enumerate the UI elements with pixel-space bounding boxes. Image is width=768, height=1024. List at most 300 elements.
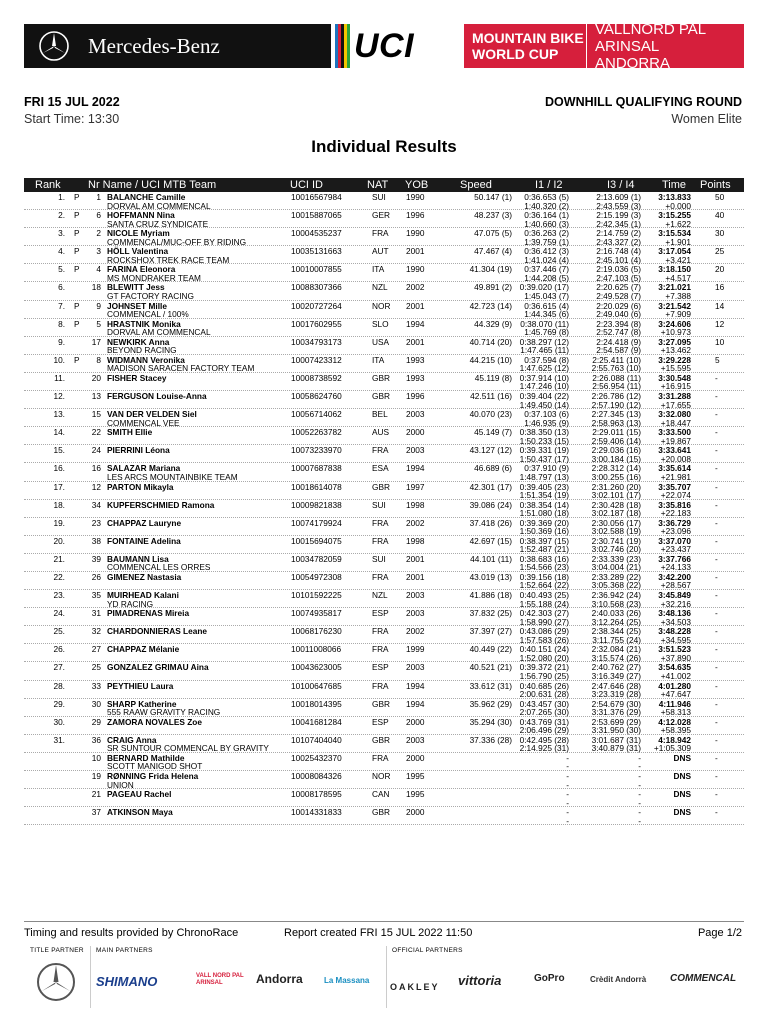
rider-name: FERGUSON Louise-Anna <box>107 391 207 402</box>
bib-number: 30 <box>91 698 101 709</box>
split-i4: 2:43.559 (3) <box>596 200 641 211</box>
finish-time: 3:48.136 <box>658 608 691 619</box>
split-i3: 2:30.056 (17) <box>591 517 641 528</box>
nationality: FRA <box>372 644 389 655</box>
category: Women Elite <box>671 112 742 126</box>
rider-name: SALAZAR Mariana <box>107 463 181 474</box>
speed: 46.689 (6) <box>474 463 512 474</box>
table-row <box>24 662 744 680</box>
rider-name: CHAPPAZ Mélanie <box>107 644 180 655</box>
finish-time: 3:32.080 <box>658 409 691 420</box>
nationality: ESP <box>372 716 389 727</box>
uci-id: 10041681284 <box>291 716 342 727</box>
podium-marker: P <box>74 300 80 311</box>
finish-time: 3:35.816 <box>658 499 691 510</box>
finish-time: 3:48.228 <box>658 626 691 637</box>
event-banner <box>24 20 744 72</box>
finish-time: 4:12.028 <box>658 716 691 727</box>
bib-number: 1 <box>96 192 101 202</box>
table-row <box>24 264 744 282</box>
split-i1: 0:37.594 (8) <box>524 354 569 365</box>
points: 30 <box>715 228 725 239</box>
vallnord-logo: VALL NORD PAL ARINSAL <box>196 973 244 986</box>
split-i4: 3:11.755 (24) <box>592 634 641 645</box>
table-row <box>24 282 744 300</box>
finish-time: DNS <box>673 752 691 763</box>
speed: 40.070 (23) <box>469 409 512 420</box>
finish-time: 3:45.849 <box>658 590 691 601</box>
rider-name: SMITH Ellie <box>107 427 153 438</box>
speed: 41.886 (18) <box>469 590 512 601</box>
podium-marker: P <box>74 192 80 202</box>
points: 16 <box>715 282 725 293</box>
nationality: FRA <box>372 571 389 582</box>
nationality: AUT <box>372 246 389 257</box>
finish-time: 4:18.942 <box>658 734 691 745</box>
split-i1: - <box>566 807 569 818</box>
time-gap: +1.901 <box>665 236 691 247</box>
time-gap: +21.981 <box>660 471 691 482</box>
split-i2: 1:54.566 (23) <box>519 562 569 573</box>
points: - <box>715 571 718 582</box>
split-i1: - <box>566 789 569 800</box>
footer-divider <box>24 921 744 922</box>
split-i1: 0:37.910 (9) <box>524 463 569 474</box>
time-gap: +20.008 <box>660 453 691 464</box>
points: - <box>715 734 718 745</box>
table-row <box>24 789 744 807</box>
time-gap: +16.915 <box>660 381 691 392</box>
col-time: Time <box>662 179 687 191</box>
rank: 2. <box>58 210 65 221</box>
year-of-birth: 2003 <box>406 734 425 745</box>
speed: 41.304 (19) <box>469 264 512 275</box>
split-i1: 0:38.354 (14) <box>519 499 569 510</box>
time-gap: +22.074 <box>660 490 691 500</box>
team-name: COMMENCAL LES ORRES <box>107 562 211 573</box>
nationality: FRA <box>372 680 389 691</box>
finish-time: 3:51.523 <box>658 644 691 655</box>
bib-number: 22 <box>91 427 101 438</box>
speed: 43.127 (12) <box>469 445 512 456</box>
year-of-birth: 1996 <box>406 210 425 221</box>
uci-id: 10074179924 <box>291 517 342 528</box>
split-i2: 1:50.437 (17) <box>519 453 569 464</box>
bib-number: 39 <box>91 553 101 564</box>
bib-number: 15 <box>91 409 101 420</box>
rank: 3. <box>58 228 65 239</box>
rank: 28. <box>53 680 65 691</box>
finish-time: 3:33.641 <box>658 445 691 456</box>
rank: 5. <box>58 264 65 275</box>
time-gap: +13.462 <box>660 345 691 356</box>
team-name: MADISON SARACEN FACTORY TEAM <box>107 363 255 374</box>
year-of-birth: 2001 <box>406 571 425 582</box>
points: - <box>715 626 718 637</box>
bib-number: 24 <box>91 445 101 456</box>
table-row <box>24 554 744 572</box>
series-line2: WORLD CUP <box>472 46 559 62</box>
table-row <box>24 463 744 481</box>
results-table <box>24 192 744 825</box>
bib-number: 31 <box>91 608 101 619</box>
nationality: GBR <box>372 807 390 818</box>
split-i3: 2:28.312 (14) <box>591 463 641 474</box>
points: - <box>715 698 718 709</box>
year-of-birth: 1990 <box>406 228 425 239</box>
col-rank: Rank <box>35 179 61 191</box>
split-i1: 0:38.350 (13) <box>519 427 569 438</box>
uci-logo: UCI <box>354 26 415 65</box>
points: - <box>715 789 718 800</box>
points: - <box>715 409 718 420</box>
points: - <box>715 517 718 528</box>
podium-marker: P <box>74 246 80 257</box>
time-gap: +18.447 <box>660 417 691 428</box>
time-gap: +41.002 <box>660 670 691 681</box>
team-name: SANTA CRUZ SYNDICATE <box>107 218 209 229</box>
year-of-birth: 1998 <box>406 499 425 510</box>
split-i4: 2:59.406 (14) <box>591 435 641 446</box>
year-of-birth: 1990 <box>406 264 425 275</box>
table-row <box>24 518 744 536</box>
split-i3: 2:29.011 (15) <box>592 427 641 438</box>
team-name: DORVAL AM COMMENCAL <box>107 200 211 211</box>
bib-number: 37 <box>91 807 101 818</box>
rider-name: PIERRINI Léona <box>107 445 170 456</box>
nationality: SLO <box>372 318 389 329</box>
points: 5 <box>715 354 720 365</box>
shimano-logo: SHIMANO <box>96 974 158 989</box>
split-i2: 1:46.935 (9) <box>524 417 569 428</box>
year-of-birth: 1995 <box>406 789 425 800</box>
split-i3: - <box>638 752 641 763</box>
split-i3: 3:01.687 (31) <box>591 734 641 745</box>
finish-time: 3:21.021 <box>658 282 691 293</box>
split-i2: - <box>566 797 569 808</box>
nationality: GBR <box>372 391 390 402</box>
time-gap: +34.503 <box>660 616 691 627</box>
points: 50 <box>715 192 725 202</box>
split-i2: 1:47.246 (10) <box>519 381 569 392</box>
split-i2: 1:52.487 (21) <box>519 544 569 555</box>
credit-andorra-logo: Crèdit Andorrà <box>590 975 647 984</box>
year-of-birth: 1997 <box>406 481 425 492</box>
uci-id: 10017602955 <box>291 318 342 329</box>
timing-credit: Timing and results provided by ChronoRace <box>24 927 239 939</box>
split-i2: 1:47.465 (11) <box>520 345 569 356</box>
team-name: DORVAL AM COMMENCAL <box>107 327 211 338</box>
table-row <box>24 626 744 644</box>
year-of-birth: 2001 <box>406 246 425 257</box>
split-i1: - <box>566 771 569 781</box>
gopro-logo: GoPro <box>534 973 565 984</box>
finish-time: 3:27.095 <box>658 336 691 347</box>
bib-number: 33 <box>91 680 101 691</box>
table-row <box>24 319 744 337</box>
split-i3: 2:40.762 (27) <box>591 662 641 673</box>
year-of-birth: 2001 <box>406 336 425 347</box>
bib-number: 10 <box>91 752 101 763</box>
rider-name: FARINA Eleonora <box>107 264 176 275</box>
rider-name: NICOLE Myriam <box>107 228 170 239</box>
series-line1: MOUNTAIN BIKE <box>472 30 584 46</box>
split-i4: 3:00.184 (15) <box>591 453 641 464</box>
nationality: SUI <box>372 192 386 202</box>
points: - <box>715 391 718 402</box>
table-row <box>24 500 744 518</box>
split-i1: 0:39.369 (20) <box>519 517 569 528</box>
uci-id: 10008738592 <box>291 372 342 383</box>
split-i3: 2:29.036 (16) <box>591 445 641 456</box>
nationality: FRA <box>372 517 389 528</box>
table-row <box>24 644 744 662</box>
series-title <box>464 24 586 68</box>
speed: 49.891 (2) <box>474 282 512 293</box>
points: 25 <box>715 246 725 257</box>
uci-id: 10011008066 <box>291 644 342 655</box>
page-title: Individual Results <box>311 137 457 156</box>
split-i2: 1:48.797 (13) <box>519 471 569 482</box>
finish-time: 3:37.070 <box>658 535 691 546</box>
rank: 1. <box>58 192 65 202</box>
podium-marker: P <box>74 264 80 275</box>
official-partners-label: OFFICIAL PARTNERS <box>392 947 463 954</box>
split-i1: 0:39.020 (17) <box>519 282 569 293</box>
split-i4: 3:10.568 (23) <box>591 598 641 609</box>
split-i4: 3:00.255 (16) <box>591 471 641 482</box>
split-i3: 2:15.199 (3) <box>596 210 641 221</box>
split-i1: 0:37.446 (7) <box>524 264 569 275</box>
team-name: BEYOND RACING <box>107 345 177 356</box>
split-i4: - <box>638 815 641 826</box>
col-nr-name: Nr Name / UCI MTB Team <box>88 179 217 191</box>
rider-name: VAN DER VELDEN Siel <box>107 409 197 420</box>
time-gap: +1.622 <box>665 218 691 229</box>
split-i2: 1:45.043 (7) <box>524 290 569 301</box>
year-of-birth: 1993 <box>406 354 425 365</box>
rank: 20. <box>53 535 65 546</box>
split-i2: 1:57.583 (26) <box>519 634 569 645</box>
year-of-birth: 1995 <box>406 771 425 781</box>
table-row <box>24 301 744 319</box>
table-row <box>24 681 744 699</box>
points: - <box>715 553 718 564</box>
split-i4: 3:40.879 (31) <box>591 743 641 754</box>
split-i1: 0:38.397 (15) <box>519 535 569 546</box>
split-i1: 0:40.151 (24) <box>519 644 569 655</box>
year-of-birth: 1999 <box>406 644 425 655</box>
split-i2: 1:56.790 (25) <box>519 670 569 681</box>
rider-name: HÖLL Valentina <box>107 246 169 257</box>
split-i4: 2:42.345 (1) <box>596 218 641 229</box>
finish-time: 3:21.542 <box>658 300 691 311</box>
year-of-birth: 1990 <box>406 192 425 202</box>
split-i3: 2:40.033 (26) <box>591 608 641 619</box>
finish-time: 3:37.766 <box>658 553 691 564</box>
nationality: CAN <box>372 789 390 800</box>
podium-marker: P <box>74 228 80 239</box>
rank: 15. <box>53 445 65 456</box>
points: - <box>715 662 718 673</box>
podium-marker: P <box>74 210 80 221</box>
rank: 30. <box>53 716 65 727</box>
team-name: SR SUNTOUR COMMENCAL BY GRAVITY <box>107 743 269 754</box>
split-i2: 1:51.080 (18) <box>519 508 569 519</box>
split-i1: 0:42.303 (27) <box>519 608 569 619</box>
rider-name: CRAIG Anna <box>107 734 157 745</box>
split-i2: 1:52.664 (22) <box>519 580 569 591</box>
split-i4: - <box>638 761 641 772</box>
bib-number: 25 <box>91 662 101 673</box>
time-gap: +28.567 <box>660 580 691 591</box>
uci-id: 10034782059 <box>291 553 342 564</box>
split-i4: 3:31.950 (30) <box>591 725 641 736</box>
team-name: SCOTT MANIGOD SHOT <box>107 761 203 772</box>
points: - <box>715 771 718 781</box>
bib-number: 12 <box>91 481 101 492</box>
split-i4: 2:58.963 (13) <box>591 417 641 428</box>
speed: 35.962 (29) <box>469 698 512 709</box>
split-i1: 0:37.103 (6) <box>524 409 569 420</box>
rank: 17. <box>53 481 65 492</box>
split-i1: 0:36.263 (2) <box>524 228 569 239</box>
year-of-birth: 1993 <box>406 372 425 383</box>
rank: 26. <box>53 644 65 655</box>
nationality: GBR <box>372 698 390 709</box>
points: 12 <box>715 318 725 329</box>
speed: 45.119 (8) <box>474 372 512 383</box>
split-i1: 0:43.086 (29) <box>519 626 569 637</box>
table-row <box>24 427 744 445</box>
split-i2: 2:07.265 (30) <box>519 707 569 718</box>
uci-id: 10074935817 <box>291 608 342 619</box>
points: - <box>715 499 718 510</box>
split-i1: 0:40.685 (26) <box>519 680 569 691</box>
split-i2: 1:51.354 (19) <box>519 490 569 500</box>
nationality: BEL <box>372 409 388 420</box>
rider-name: RØNNING Frida Helena <box>107 771 199 781</box>
split-i4: 3:04.004 (21) <box>591 562 641 573</box>
speed: 45.149 (7) <box>474 427 512 438</box>
split-i2: - <box>566 815 569 826</box>
year-of-birth: 2003 <box>406 608 425 619</box>
nationality: NOR <box>372 300 391 311</box>
rider-name: GIMENEZ Nastasia <box>107 571 182 582</box>
finish-time: 3:18.150 <box>658 264 691 275</box>
split-i3: 2:30.428 (18) <box>591 499 641 510</box>
partner-separator <box>90 946 91 1008</box>
rank: 27. <box>53 662 65 673</box>
title-partner-label: TITLE PARTNER <box>30 947 84 954</box>
nationality: SUI <box>372 499 386 510</box>
split-i1: 0:38.070 (11) <box>520 318 569 329</box>
rider-name: ATKINSON Maya <box>107 807 173 818</box>
uci-id: 10056714062 <box>291 409 342 420</box>
speed: 40.521 (21) <box>469 662 512 673</box>
rank: 9. <box>58 336 65 347</box>
speed: 37.336 (28) <box>469 734 512 745</box>
split-i3: 2:33.339 (23) <box>591 553 641 564</box>
points: - <box>715 372 718 383</box>
year-of-birth: 2002 <box>406 282 425 293</box>
speed: 42.301 (17) <box>469 481 512 492</box>
split-i3: 2:20.029 (6) <box>596 300 641 311</box>
venue-title <box>586 20 744 72</box>
split-i3: - <box>638 771 641 781</box>
split-i3: 2:24.418 (9) <box>596 336 641 347</box>
split-i2: 1:49.450 (14) <box>519 399 569 410</box>
split-i2: 1:45.769 (8) <box>524 327 569 338</box>
team-name: MS MONDRAKER TEAM <box>107 272 201 283</box>
rider-name: BLEWITT Jess <box>107 282 165 293</box>
uci-id: 10068176230 <box>291 626 342 637</box>
speed: 47.075 (5) <box>474 228 512 239</box>
rank: 16. <box>53 463 65 474</box>
rider-name: GONZALEZ GRIMAU Aina <box>107 662 209 673</box>
time-gap: +22.183 <box>660 508 691 519</box>
commencal-logo: COMMENCAL <box>670 973 737 984</box>
rider-name: BALANCHE Camille <box>107 192 186 202</box>
rank: 11. <box>54 372 65 383</box>
rider-name: JOHNSET Mille <box>107 300 167 311</box>
speed: 47.467 (4) <box>474 246 512 257</box>
split-i2: - <box>566 779 569 790</box>
podium-marker: P <box>74 354 80 365</box>
speed: 42.697 (15) <box>469 535 512 546</box>
nationality: NOR <box>372 771 391 781</box>
time-gap: +10.973 <box>660 327 691 338</box>
rank: 31. <box>53 734 65 745</box>
split-i1: 0:39.372 (21) <box>519 662 569 673</box>
split-i4: - <box>638 779 641 790</box>
finish-time: 3:29.228 <box>658 354 691 365</box>
bib-number: 19 <box>91 771 101 781</box>
uci-id: 10018014395 <box>291 698 342 709</box>
finish-time: DNS <box>673 771 691 781</box>
split-i3: 2:26.786 (12) <box>591 391 641 402</box>
split-i3: 2:38.344 (25) <box>591 626 641 637</box>
rank: 24. <box>53 608 65 619</box>
year-of-birth: 2001 <box>406 553 425 564</box>
split-i3: 2:33.289 (22) <box>591 571 641 582</box>
nationality: NZL <box>372 282 388 293</box>
split-i2: 1:40.660 (3) <box>524 218 569 229</box>
split-i1: 0:36.412 (3) <box>524 246 569 257</box>
podium-marker: P <box>74 318 80 329</box>
bib-number: 38 <box>91 535 101 546</box>
split-i1: 0:38.297 (12) <box>519 336 569 347</box>
team-name: COMMENCAL/MUC-OFF BY RIDING <box>107 236 247 247</box>
points: - <box>715 590 718 601</box>
time-gap: +24.133 <box>660 562 691 573</box>
table-row <box>24 228 744 246</box>
points: - <box>715 481 718 492</box>
finish-time: 3:13.833 <box>658 192 691 202</box>
team-name: LES ARCS MOUNTAINBIKE TEAM <box>107 471 238 482</box>
points: - <box>715 427 718 438</box>
split-i2: 1:41.024 (4) <box>524 254 569 265</box>
points: - <box>715 644 718 655</box>
split-i1: 0:40.493 (25) <box>519 590 569 601</box>
time-gap: +17.655 <box>660 399 691 410</box>
table-row <box>24 771 744 789</box>
col-uci-id: UCI ID <box>290 179 323 191</box>
bib-number: 9 <box>96 300 101 311</box>
points: - <box>715 445 718 456</box>
uci-id: 10052263782 <box>291 427 342 438</box>
year-of-birth: 2002 <box>406 517 425 528</box>
